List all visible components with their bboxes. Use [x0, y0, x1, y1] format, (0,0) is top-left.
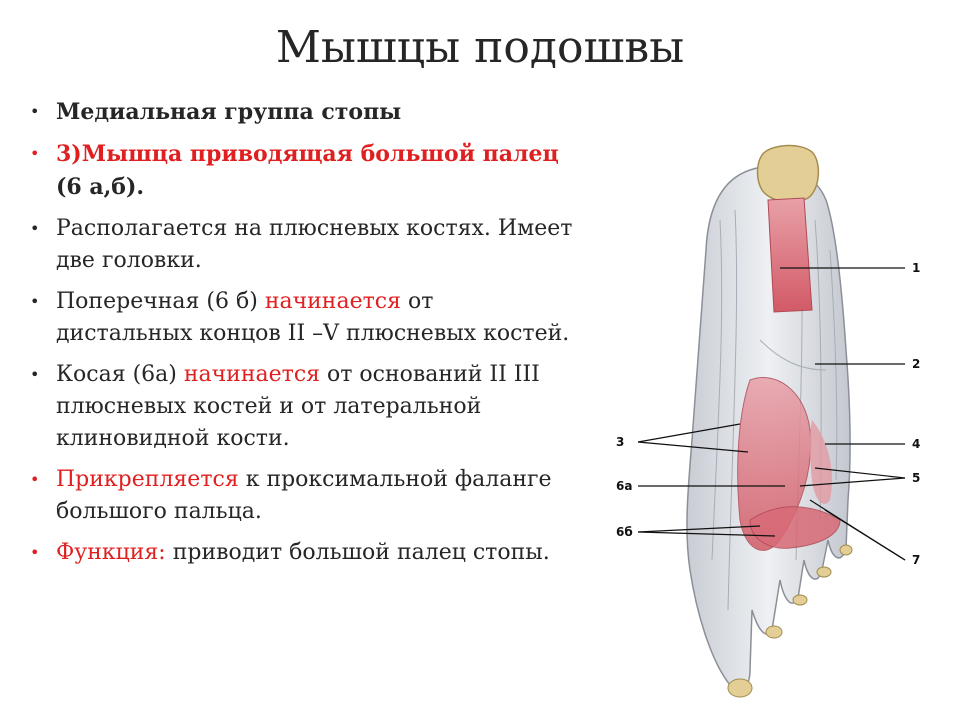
bullet-text-red: Функция:: [56, 540, 166, 565]
bullet-text: от дистальных концов II –V плюсневых костей.: [56, 289, 570, 346]
bullet-dot: •: [30, 470, 40, 489]
bullet-text: Медиальная группа стопы: [56, 99, 402, 125]
label-2: 2: [912, 357, 921, 371]
bullet-dot: •: [30, 144, 40, 163]
bullet-dot: •: [30, 543, 40, 562]
bullet-dot: •: [30, 219, 40, 238]
bullet-item-location: [30, 213, 575, 277]
bullet-text-red: Прикрепляется: [56, 467, 239, 492]
label-6b: 6б: [616, 525, 633, 539]
foot-sole-muscles-illustration: [600, 140, 945, 700]
bullet-item-adductor-muscle: [30, 138, 575, 204]
bullet-text: Поперечная (6 б): [56, 289, 265, 314]
label-7: 7: [912, 553, 921, 567]
bullet-dot: •: [30, 102, 40, 121]
label-3: 3: [616, 435, 625, 449]
flexor-tendon-muscle: [768, 198, 812, 312]
bullet-text-red: 3)Мышца приводящая большой палец: [56, 141, 559, 167]
bullet-item-oblique-head: [30, 359, 575, 455]
bullet-text: Располагается на плюсневых костях. Имеет две головки.: [56, 216, 573, 273]
bullet-text-red: начинается: [183, 362, 321, 387]
bullet-item-insertion: [30, 464, 575, 528]
label-5: 5: [912, 471, 921, 485]
heel-bone: [758, 146, 819, 203]
bullet-text: (6 а,б).: [56, 174, 145, 200]
bullet-dot: •: [30, 365, 40, 384]
bullet-dot: •: [30, 292, 40, 311]
bullet-text: от оснований II III плюсневых костей и от латеральной клиновидной кости.: [56, 362, 540, 451]
bullet-item-transverse-head: [30, 286, 575, 350]
label-6a: 6а: [616, 479, 633, 493]
label-1: 1: [912, 261, 921, 275]
bullet-list: [30, 96, 575, 578]
bullet-item-medial-group: [30, 96, 575, 129]
bullet-text-red: начинается: [264, 289, 401, 314]
bullet-text: к проксимальной фаланге большого пальца.: [56, 467, 552, 524]
bullet-text: приводит большой палец стопы.: [165, 540, 550, 565]
label-4: 4: [912, 437, 921, 451]
slide-title: Мышцы подошвы: [275, 22, 685, 73]
bullet-text: Косая (6а): [56, 362, 184, 387]
bullet-item-function: [30, 537, 575, 569]
